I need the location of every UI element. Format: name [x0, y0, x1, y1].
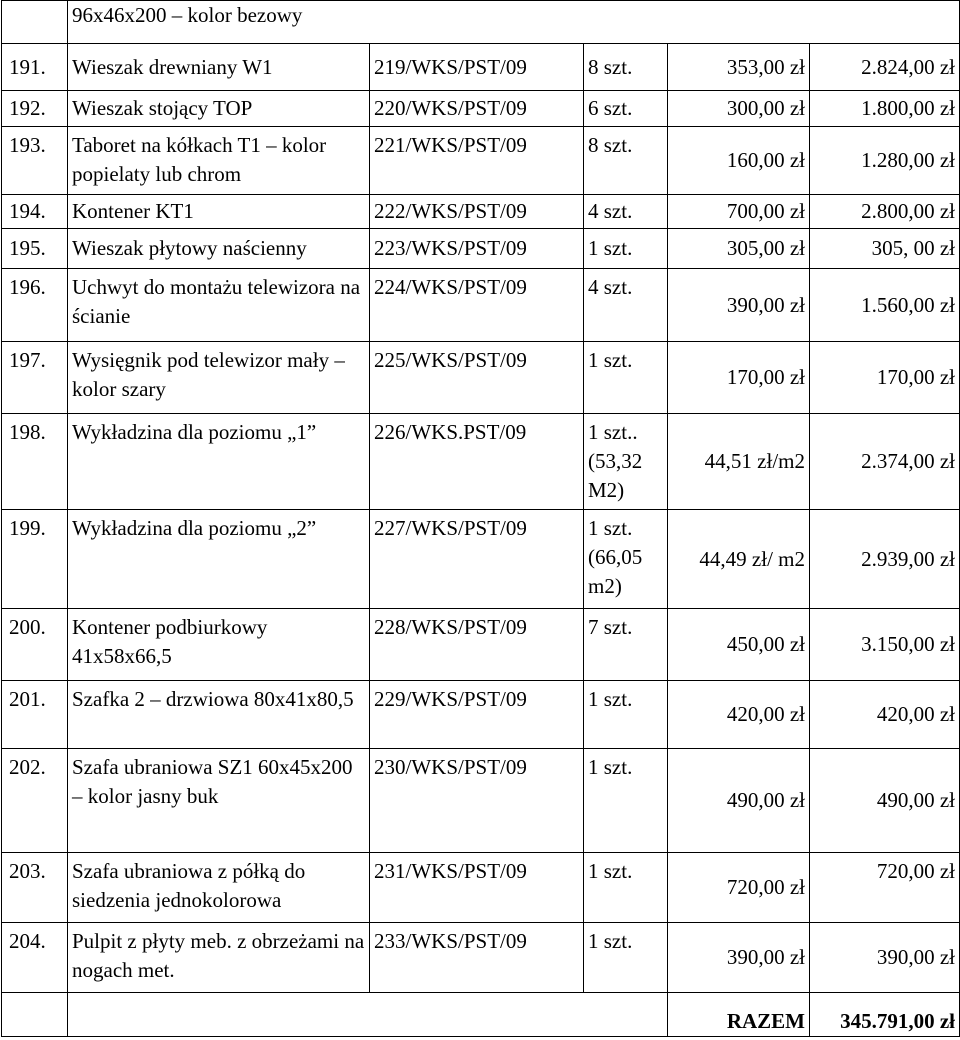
- table-row: [2, 853, 960, 923]
- quantity: 1 szt.: [584, 923, 668, 993]
- product-name: Szafa ubraniowa z półką do siedzenia jednokolorowa: [68, 853, 370, 923]
- table-row: [2, 510, 960, 609]
- line-total: 3.150,00 zł: [810, 609, 960, 681]
- row-number: 199.: [2, 510, 68, 609]
- quantity: 1 szt.: [584, 749, 668, 853]
- reference-code: 220/WKS/PST/09: [370, 91, 584, 127]
- quantity: 4 szt.: [584, 269, 668, 342]
- table-row: [2, 229, 960, 269]
- product-name: Szafa ubraniowa SZ1 60x45x200 – kolor jasny buk: [68, 749, 370, 853]
- table-row: [2, 342, 960, 414]
- product-name: Wieszak stojący TOP: [68, 91, 370, 127]
- product-name: Taboret na kółkach T1 – kolor popielaty lub chrom: [68, 127, 370, 195]
- reference-code: 221/WKS/PST/09: [370, 127, 584, 195]
- row-number: 193.: [2, 127, 68, 195]
- line-total: 390,00 zł: [810, 923, 960, 993]
- quantity: 7 szt.: [584, 609, 668, 681]
- product-name: Kontener podbiurkowy 41x58x66,5: [68, 609, 370, 681]
- unit-price: 300,00 zł: [668, 91, 810, 127]
- quantity: 1 szt.: [584, 853, 668, 923]
- line-total: 720,00 zł: [810, 853, 960, 923]
- table-row: [2, 609, 960, 681]
- product-name: Wieszak drewniany W1: [68, 44, 370, 91]
- row-number: 203.: [2, 853, 68, 923]
- line-total: 2.824,00 zł: [810, 44, 960, 91]
- line-total: 2.800,00 zł: [810, 195, 960, 229]
- table-row: [2, 749, 960, 853]
- product-name: Szafka 2 – drzwiowa 80x41x80,5: [68, 681, 370, 749]
- quantity: 1 szt. (66,05 m2): [584, 510, 668, 609]
- table-row: [2, 44, 960, 91]
- reference-code: 229/WKS/PST/09: [370, 681, 584, 749]
- table-row: [2, 127, 960, 195]
- quantity: 1 szt.: [584, 681, 668, 749]
- quantity: 8 szt.: [584, 44, 668, 91]
- unit-price: 160,00 zł: [668, 127, 810, 195]
- unit-price: 490,00 zł: [668, 749, 810, 853]
- line-total: 490,00 zł: [810, 749, 960, 853]
- reference-code: 223/WKS/PST/09: [370, 229, 584, 269]
- row-number: 201.: [2, 681, 68, 749]
- reference-code: 231/WKS/PST/09: [370, 853, 584, 923]
- unit-price: 44,49 zł/ m2: [668, 510, 810, 609]
- reference-code: 226/WKS.PST/09: [370, 414, 584, 510]
- product-name: Wykładzina dla poziomu „2”: [68, 510, 370, 609]
- reference-code: 233/WKS/PST/09: [370, 923, 584, 993]
- table-row-total: [2, 993, 960, 1037]
- quantity: 1 szt.. (53,32 M2): [584, 414, 668, 510]
- grand-total: 345.791,00 zł: [810, 993, 960, 1037]
- reference-code: 224/WKS/PST/09: [370, 269, 584, 342]
- line-total: 305, 00 zł: [810, 229, 960, 269]
- row-number: 202.: [2, 749, 68, 853]
- quantity: 4 szt.: [584, 195, 668, 229]
- reference-code: 222/WKS/PST/09: [370, 195, 584, 229]
- product-name: Pulpit z płyty meb. z obrzeżami na nogach met.: [68, 923, 370, 993]
- line-total: 2.374,00 zł: [810, 414, 960, 510]
- table-row: [2, 195, 960, 229]
- row-number: 195.: [2, 229, 68, 269]
- row-number: 204.: [2, 923, 68, 993]
- line-total: 1.280,00 zł: [810, 127, 960, 195]
- quantity: 6 szt.: [584, 91, 668, 127]
- unit-price: 44,51 zł/m2: [668, 414, 810, 510]
- row-continuation: 96x46x200 – kolor bezowy: [68, 1, 960, 44]
- unit-price: 353,00 zł: [668, 44, 810, 91]
- table-row: [2, 414, 960, 510]
- row-number: 197.: [2, 342, 68, 414]
- product-name: Wieszak płytowy naścienny: [68, 229, 370, 269]
- quantity: 1 szt.: [584, 229, 668, 269]
- unit-price: 700,00 zł: [668, 195, 810, 229]
- line-total: 420,00 zł: [810, 681, 960, 749]
- unit-price: 390,00 zł: [668, 269, 810, 342]
- product-name: Wysięgnik pod telewizor mały – kolor szary: [68, 342, 370, 414]
- total-label: RAZEM: [668, 993, 810, 1037]
- table-row: [2, 269, 960, 342]
- reference-code: 219/WKS/PST/09: [370, 44, 584, 91]
- table-row: [2, 923, 960, 993]
- quantity: 1 szt.: [584, 342, 668, 414]
- reference-code: 230/WKS/PST/09: [370, 749, 584, 853]
- row-number: 194.: [2, 195, 68, 229]
- product-name: Wykładzina dla poziomu „1”: [68, 414, 370, 510]
- line-total: 170,00 zł: [810, 342, 960, 414]
- row-number: 196.: [2, 269, 68, 342]
- table-row: [2, 1, 960, 44]
- row-number: 192.: [2, 91, 68, 127]
- table-row: [2, 91, 960, 127]
- row-number: 200.: [2, 609, 68, 681]
- unit-price: 390,00 zł: [668, 923, 810, 993]
- unit-price: 450,00 zł: [668, 609, 810, 681]
- reference-code: 227/WKS/PST/09: [370, 510, 584, 609]
- product-name: Kontener KT1: [68, 195, 370, 229]
- row-number: 191.: [2, 44, 68, 91]
- quantity: 8 szt.: [584, 127, 668, 195]
- product-name: Uchwyt do montażu telewizora na ścianie: [68, 269, 370, 342]
- line-total: 1.560,00 zł: [810, 269, 960, 342]
- price-table: [1, 0, 960, 1037]
- table-row: [2, 681, 960, 749]
- row-number: 198.: [2, 414, 68, 510]
- reference-code: 225/WKS/PST/09: [370, 342, 584, 414]
- unit-price: 720,00 zł: [668, 853, 810, 923]
- unit-price: 420,00 zł: [668, 681, 810, 749]
- unit-price: 170,00 zł: [668, 342, 810, 414]
- reference-code: 228/WKS/PST/09: [370, 609, 584, 681]
- line-total: 1.800,00 zł: [810, 91, 960, 127]
- unit-price: 305,00 zł: [668, 229, 810, 269]
- line-total: 2.939,00 zł: [810, 510, 960, 609]
